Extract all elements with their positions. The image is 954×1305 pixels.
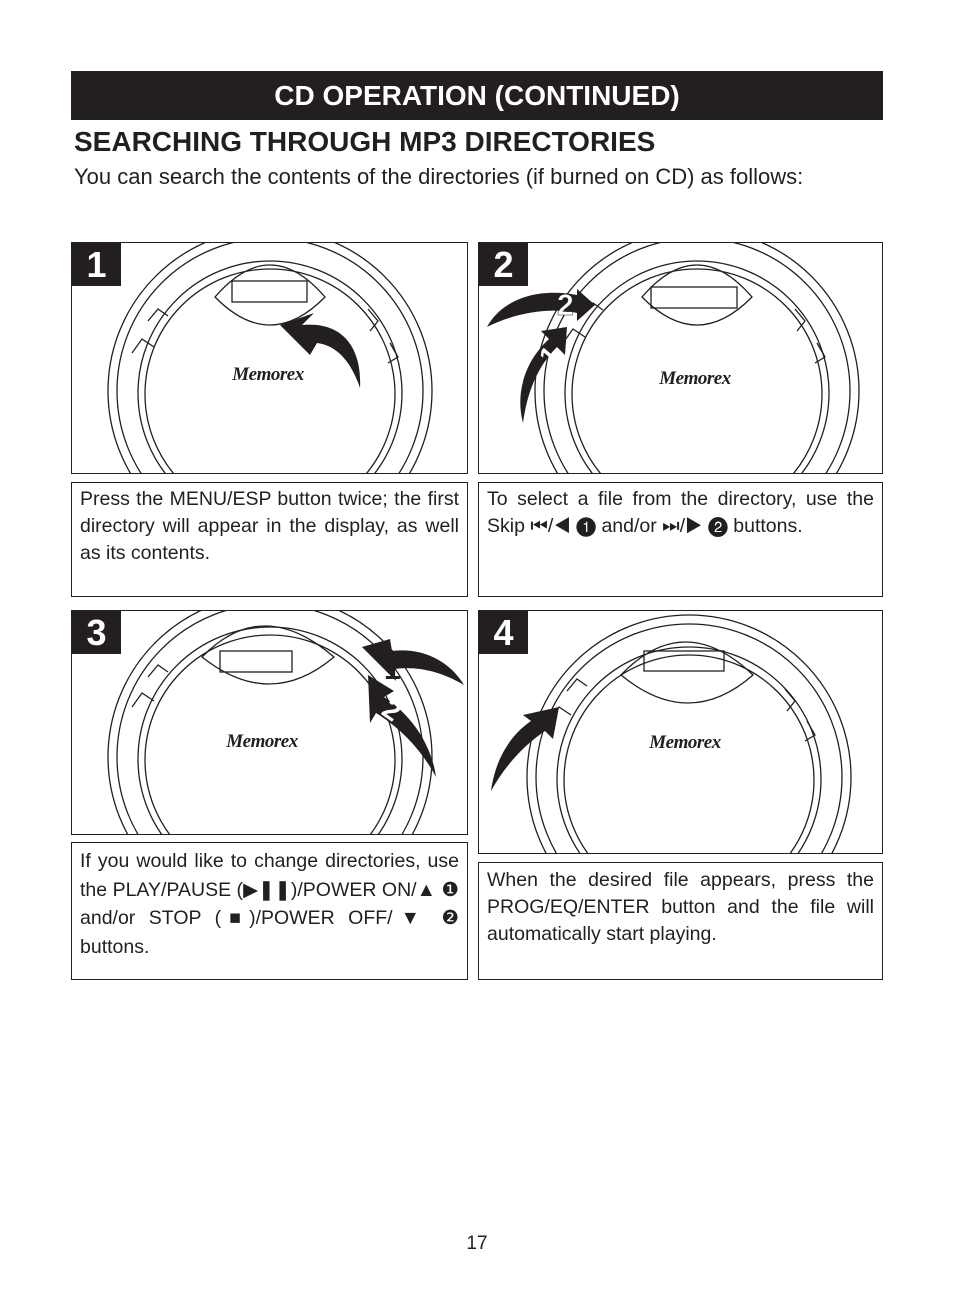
step-3-caption-text: If you would like to change directories, use the PLAY/PAUSE ( (80, 850, 459, 901)
step-2-illustration (478, 242, 883, 474)
step-2-callout-2: 2 (557, 289, 574, 322)
step-1-illustration (71, 242, 468, 474)
step-3-illustration (71, 610, 468, 835)
cd-player-drawing (479, 611, 883, 854)
cd-player-drawing (72, 243, 468, 474)
section-title: SEARCHING THROUGH MP3 DIRECTORIES (74, 126, 656, 157)
intro-text: You can search the contents of the directories (if burned on CD) as follows: (74, 164, 804, 189)
step-2-caption: To select a file from the directory, use the Skip ⏮/◀ ❶ and/or ⏭/▶ ❷ buttons. (478, 482, 883, 597)
play-pause-icon: ▶❚❚ (243, 878, 291, 901)
memorex-logo: Memorex (226, 731, 298, 752)
step-1-caption (71, 482, 468, 597)
cd-player-drawing (72, 611, 468, 835)
stop-icon: ■ (221, 907, 250, 929)
cd-player-drawing (479, 243, 883, 474)
step-3-caption: If you would like to change directories, use the PLAY/PAUSE (▶❚❚)/POWER ON/▲ ❶ and/or STOP (■)/POWER OFF/▼ ❷ buttons. (71, 842, 468, 980)
skip-back-icon: ⏮/◀ (530, 515, 571, 537)
step-3-number: 3 (72, 611, 121, 654)
step-2-caption-text: To select a file from the directory, use the Skip (487, 488, 874, 537)
section-banner: CD OPERATION (CONTINUED) (71, 71, 883, 120)
skip-forward-icon: ⏭/▶ (662, 515, 703, 537)
step-1-number: 1 (72, 243, 121, 286)
up-triangle-icon: ▲ (416, 878, 437, 901)
step-4-number: 4 (479, 611, 528, 654)
memorex-logo: Memorex (232, 364, 304, 385)
step-3-callout-1: 1 (384, 653, 401, 686)
step-3-callout-2: 2 (376, 692, 408, 728)
memorex-logo: Memorex (649, 732, 721, 753)
step-4-illustration (478, 610, 883, 854)
step-2-number: 2 (479, 243, 528, 286)
step-4-caption-text: When the desired file appears, press the PROG/EQ/ENTER button and the file will automatically start playing. (487, 869, 874, 945)
page-number: 17 (466, 1233, 488, 1254)
step-4-caption (478, 862, 883, 980)
memorex-logo: Memorex (659, 368, 731, 389)
down-triangle-icon: ▼ (392, 907, 429, 929)
step-2-callout-1: 1 (532, 340, 566, 371)
step-1-caption-text: Press the MENU/ESP button twice; the first directory will appear in the display, as well as its contents. (80, 488, 459, 564)
